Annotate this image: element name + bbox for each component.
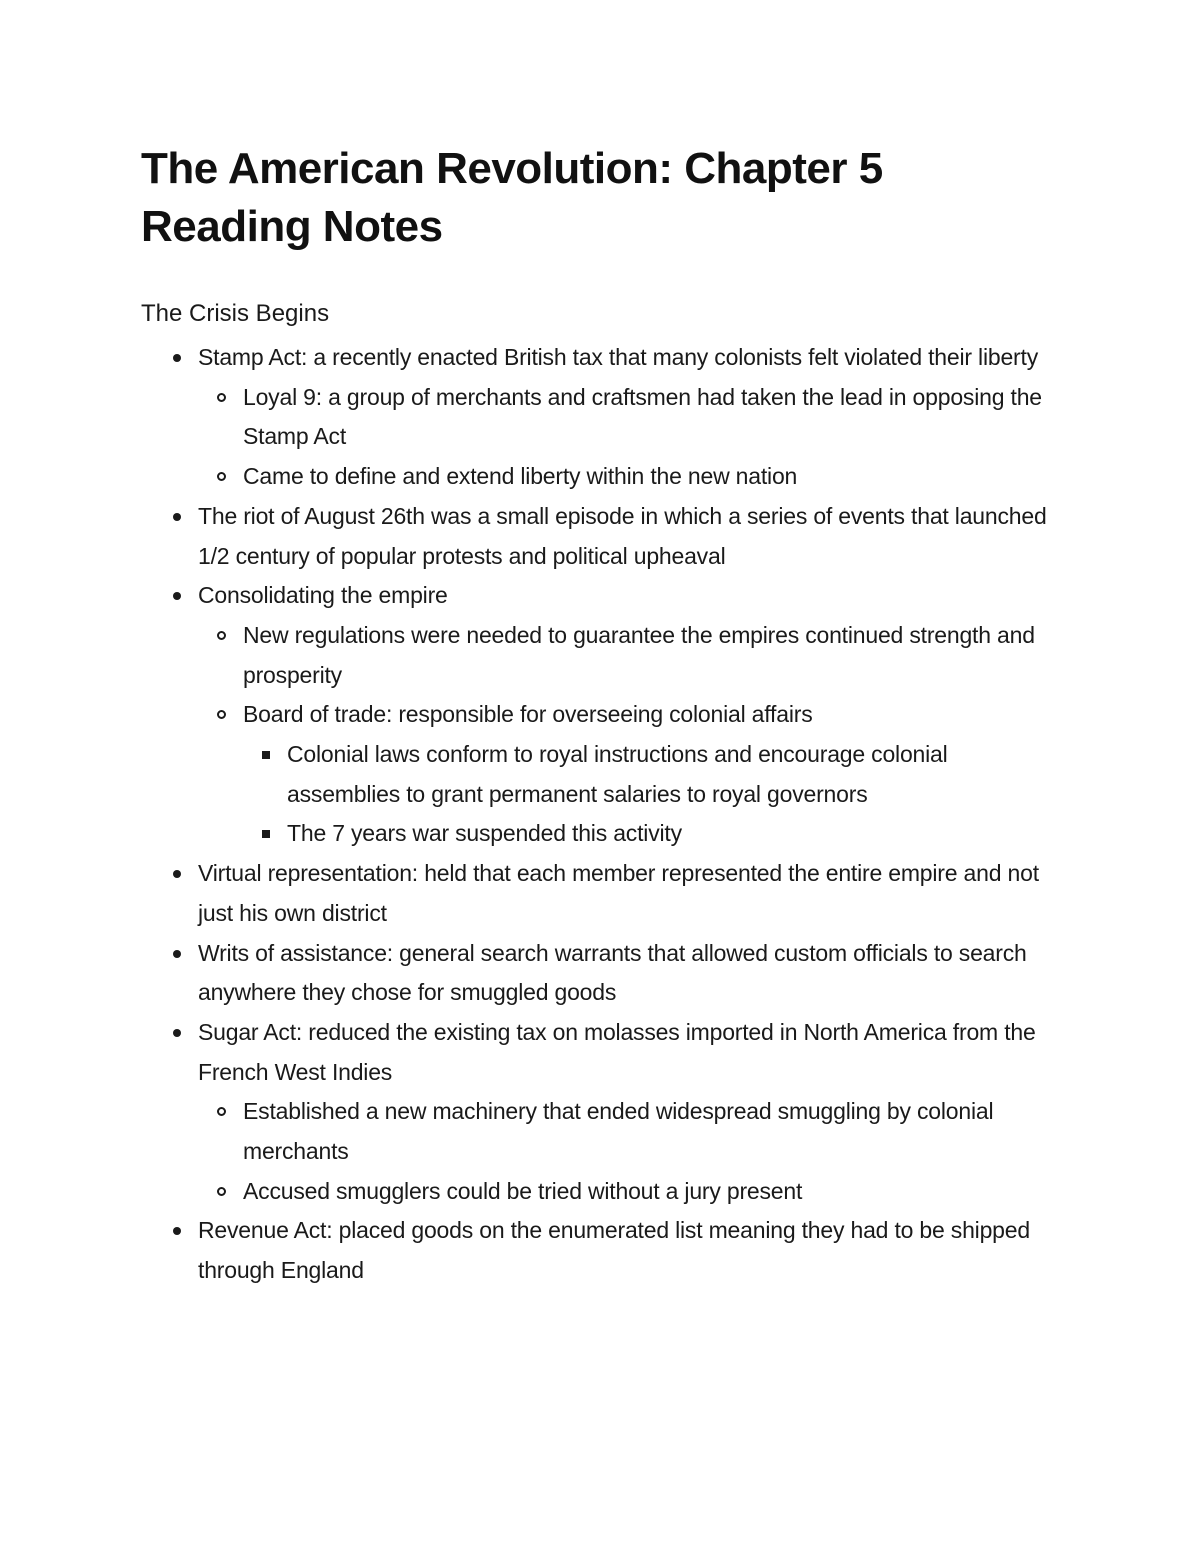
hollow-circle-bullet-icon	[217, 1107, 226, 1116]
filled-circle-bullet-icon	[173, 513, 181, 521]
list-item-text: Board of trade: responsible for overseeing colonial affairs	[243, 701, 813, 728]
list-item	[141, 695, 1061, 735]
filled-circle-bullet-icon	[173, 950, 181, 958]
list-item-text: Sugar Act: reduced the existing tax on molasses imported in North America from the French West Indies	[198, 1018, 1036, 1085]
filled-circle-bullet-icon	[173, 354, 181, 362]
hollow-circle-bullet-icon	[217, 393, 226, 402]
list-item-text: Revenue Act: placed goods on the enumerated list meaning they had to be shipped through England	[198, 1217, 1030, 1284]
square-bullet-icon	[262, 751, 270, 759]
list-item	[141, 1211, 1061, 1290]
list-item-text: Virtual representation: held that each member represented the entire empire and not just his own district	[198, 860, 1039, 926]
hollow-circle-bullet-icon	[217, 710, 226, 719]
list-item-text: Writs of assistance: general search warrants that allowed custom officials to search anywhere they chose for smuggled goods	[198, 939, 1027, 1006]
list-item	[141, 576, 1061, 616]
list-item	[141, 338, 1061, 378]
list-item	[141, 616, 1061, 695]
notes-list	[141, 338, 1061, 1291]
list-item-text: Colonial laws conform to royal instructions and encourage colonial assemblies to grant permanent salaries to royal governors	[287, 741, 948, 807]
list-item	[141, 814, 1061, 854]
page-title: The American Revolution: Chapter 5 Reading Notes	[141, 144, 883, 251]
filled-circle-bullet-icon	[173, 592, 181, 600]
hollow-circle-bullet-icon	[217, 1187, 226, 1196]
hollow-circle-bullet-icon	[217, 472, 226, 481]
document-page	[141, 140, 1061, 1291]
list-item	[141, 497, 1061, 576]
list-item-text: The riot of August 26th was a small episode in which a series of events that launched 1/2 century of popular protests and political upheaval	[198, 502, 1047, 569]
list-item	[141, 1013, 1061, 1092]
square-bullet-icon	[262, 830, 270, 838]
list-item	[141, 735, 1061, 814]
list-item	[141, 378, 1061, 457]
section-heading: The Crisis Begins	[141, 300, 330, 327]
list-item	[141, 457, 1061, 497]
list-item-text: Came to define and extend liberty within the new nation	[243, 463, 798, 490]
list-item	[141, 1092, 1061, 1171]
filled-circle-bullet-icon	[173, 1029, 181, 1037]
list-item-text: The 7 years war suspended this activity	[287, 820, 682, 847]
filled-circle-bullet-icon	[173, 870, 181, 878]
filled-circle-bullet-icon	[173, 1227, 181, 1235]
list-item-text: Loyal 9: a group of merchants and craftsmen had taken the lead in opposing the Stamp Act	[243, 383, 1042, 450]
list-item-text: Consolidating the empire	[198, 582, 448, 609]
hollow-circle-bullet-icon	[217, 631, 226, 640]
list-item-text: Stamp Act: a recently enacted British tax that many colonists felt violated their liberty	[198, 344, 1038, 370]
list-item-text: New regulations were needed to guarantee the empires continued strength and prosperity	[243, 621, 1035, 688]
list-item-text: Established a new machinery that ended widespread smuggling by colonial merchants	[243, 1098, 994, 1165]
list-item-text: Accused smugglers could be tried without a jury present	[243, 1177, 803, 1204]
list-item	[141, 854, 1061, 933]
list-item	[141, 1172, 1061, 1212]
list-item	[141, 934, 1061, 1013]
